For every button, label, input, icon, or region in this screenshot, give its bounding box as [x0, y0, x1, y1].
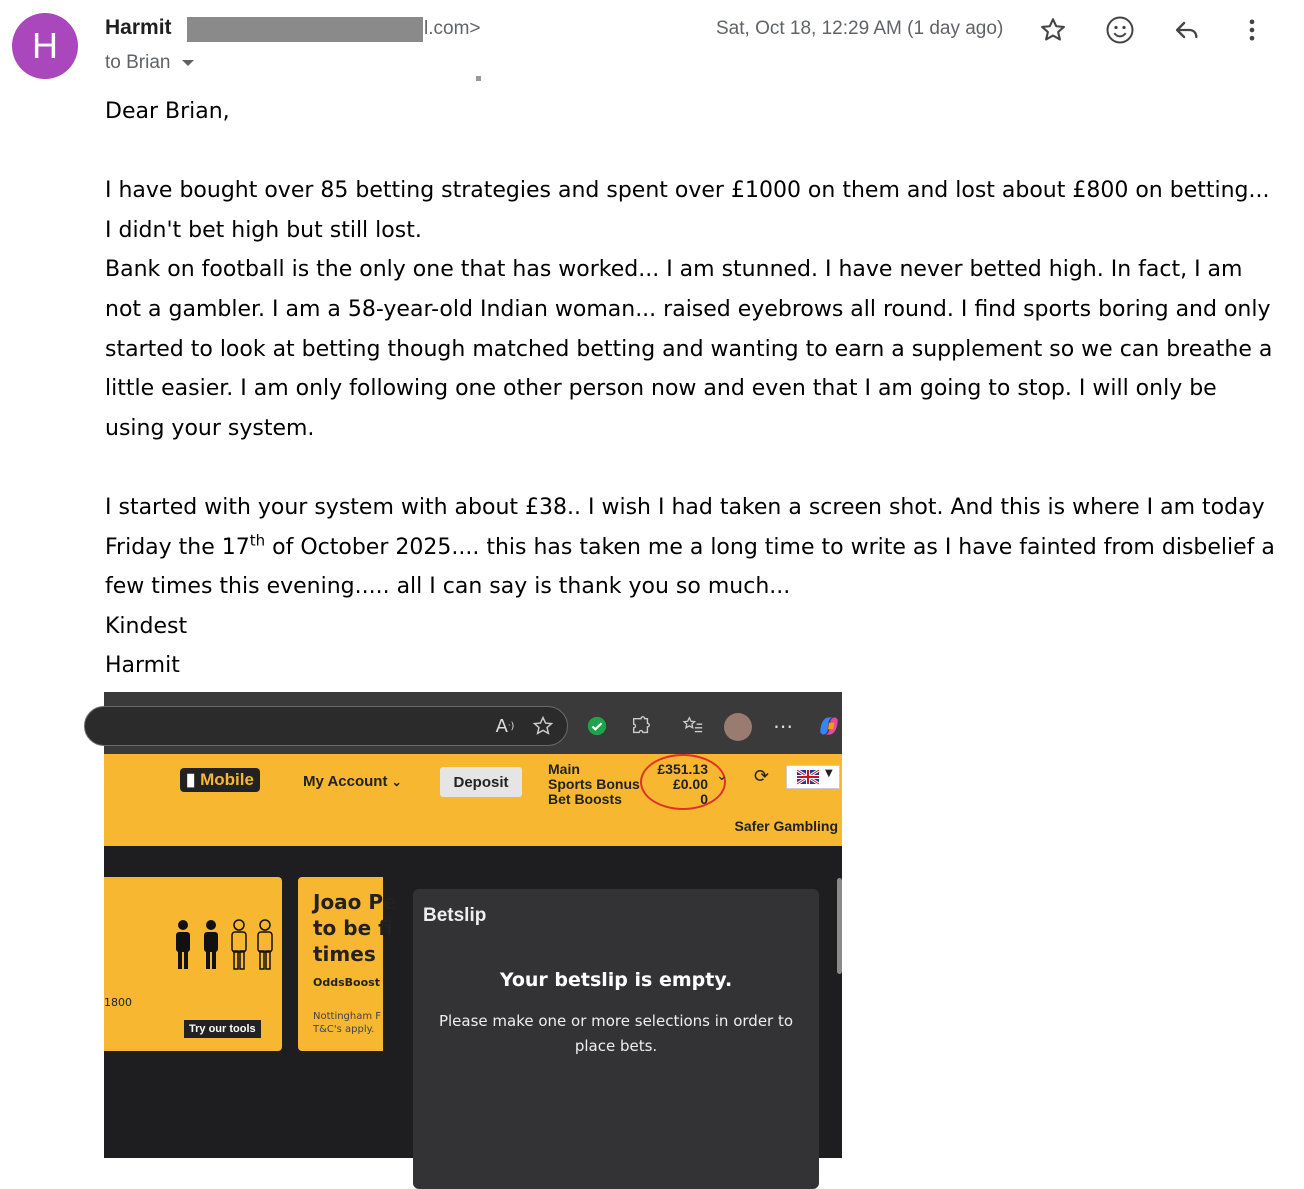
balance-chevron-icon[interactable]: ⌄: [716, 768, 728, 784]
scrollbar[interactable]: [837, 878, 842, 974]
people-icon: [170, 919, 280, 975]
helpline-number: 1800: [104, 996, 132, 1009]
recipient-line[interactable]: [105, 52, 194, 74]
balance-labels: Main Sports Bonus Bet Boosts: [548, 761, 640, 807]
attached-screenshot[interactable]: [104, 692, 842, 1158]
refresh-icon[interactable]: ⟳: [754, 766, 770, 787]
more-horizontal-icon[interactable]: ⋯: [773, 714, 793, 738]
more-vert-icon[interactable]: [1236, 14, 1268, 46]
favorites-list-icon[interactable]: [680, 713, 706, 739]
paragraph-2: Bank on football is the only one that has worked... I am stunned. I have never betted high. In fact, I am not a gambler. I am a 58-year-old Indian woman... raised eyebrows all round. I find sports boring and only started to look at betting though matched betting and wanting to earn a supplement so we can breathe a little easier. I am only following one other person now and even that I am going to stop. I will only be using your system.: [105, 257, 1273, 441]
emoji-icon[interactable]: [1104, 14, 1136, 46]
sender-name[interactable]: Harmit: [105, 16, 172, 39]
read-aloud-icon[interactable]: A ᐧ): [495, 715, 515, 737]
signature: Harmit: [105, 653, 180, 679]
deposit-button[interactable]: Deposit: [440, 767, 522, 797]
bet-boosts-count: 0: [700, 791, 708, 807]
my-account-menu[interactable]: My Account ⌄: [303, 773, 402, 790]
mobile-app-link[interactable]: ▮ Mobile: [180, 768, 260, 792]
sender-email: l.com>: [424, 18, 481, 39]
recipient-label: to Brian: [105, 52, 171, 73]
try-tools-button[interactable]: Try our tools: [184, 1020, 261, 1038]
profile-avatar[interactable]: [724, 713, 752, 741]
bonus-balance: £0.00: [672, 776, 708, 792]
chevron-down-icon[interactable]: [182, 60, 194, 66]
bookmaker-header: [104, 754, 842, 846]
star-icon[interactable]: [1037, 14, 1069, 46]
betslip-empty-message: Please make one or more selections in order to place bets.: [438, 1012, 794, 1055]
closing: Kindest: [105, 613, 188, 639]
check-extension-icon[interactable]: [584, 713, 610, 739]
promo-card-tools[interactable]: [104, 877, 282, 1051]
greeting: Dear Brian,: [105, 99, 230, 124]
email-date: Sat, Oct 18, 12:29 AM (1 day ago): [716, 18, 1004, 39]
reply-icon[interactable]: [1171, 14, 1203, 46]
promo-title: Joao Pe to be fi times: [313, 890, 397, 966]
email-body: [105, 92, 1275, 686]
safer-gambling-link[interactable]: Safer Gambling: [734, 818, 838, 834]
paragraph-3: I started with your system with about £38.. I wish I had taken a screen shot. And this is where I am today Friday the 17th of October 2025.... this has taken me a long time to write as I have fainted from disbelief a few times this evening..... all I can say is thank you so much...: [105, 494, 1275, 600]
paragraph-1: I have bought over 85 betting strategies and spent over £1000 on them and lost about £800 on betting... I didn't bet high but still lost.: [105, 178, 1270, 243]
browser-toolbar: [104, 692, 842, 754]
promo-card-oddsboost[interactable]: [298, 877, 397, 1051]
redacted-email: [187, 17, 423, 42]
sender-avatar: H: [12, 13, 78, 79]
red-highlight-circle: [640, 754, 726, 810]
divider-dot: [476, 76, 481, 81]
puzzle-extensions-icon[interactable]: [628, 713, 654, 739]
main-balance: £351.13: [657, 761, 708, 777]
promo-small-print: Nottingham F T&C's apply.: [313, 1011, 382, 1035]
betslip-empty-heading: Your betslip is empty.: [499, 969, 733, 991]
betslip-panel: [413, 889, 819, 1189]
copilot-icon[interactable]: [816, 713, 842, 739]
favorite-star-icon[interactable]: [530, 713, 556, 739]
betslip-title: Betslip: [423, 905, 487, 926]
language-selector[interactable]: ▼: [786, 765, 840, 789]
promo-oddsboost-label: OddsBoost: [313, 976, 380, 989]
